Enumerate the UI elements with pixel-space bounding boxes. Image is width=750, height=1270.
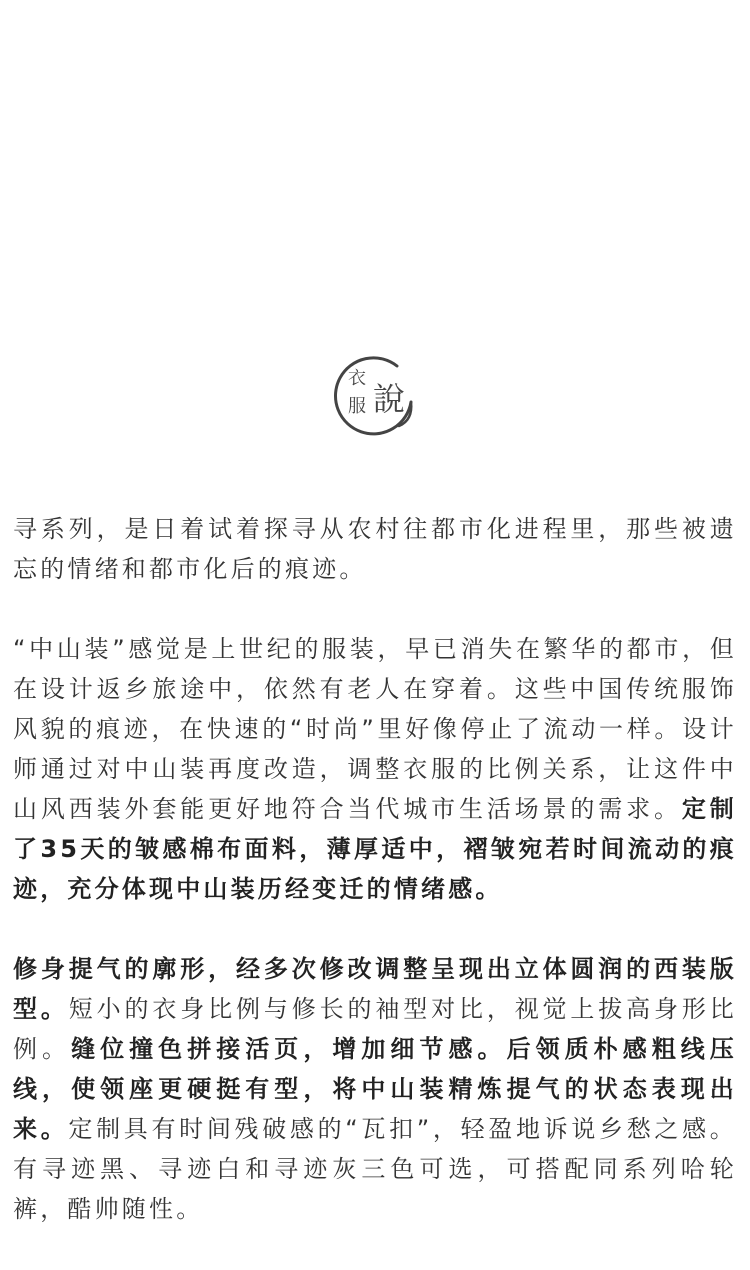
logo-text-bottom: 服 (348, 396, 366, 417)
yifu-shuo-logo-icon (333, 352, 419, 438)
paragraph (13, 509, 737, 589)
paragraph-text: “中山装”感觉是上世纪的服装，早已消失在繁华的都市，但在设计返乡旅途中，依然有老人在穿着。这些中国传统服饰风貌的痕迹，在快速的“时尚”里好像停止了流动一样。设计师通过对中山装再度改造，调整衣服的比例关系，让这件中山风西装外套能更好地符合当代城市生活场景的需求。 (13, 635, 737, 823)
paragraph-bold-text: 修身提气的廓形，经多次修改调整呈现出立体圆润的西装版型。 (13, 955, 737, 1023)
paragraph-bold-text: 定制了35天的皱感棉布面料，薄厚适中，褶皱宛若时间流动的痕迹，充分体现中山装历经变迁的情绪感。 (13, 795, 737, 903)
article-body (13, 509, 737, 1229)
paragraph (13, 629, 737, 909)
logo-text-top: 衣 (348, 368, 366, 389)
paragraph-text: 定制具有时间残破感的“瓦扣”，轻盈地诉说乡愁之感。有寻迹黑、寻迹白和寻迹灰三色可选，可搭配同系列哈轮裤，酷帅随性。 (13, 1115, 737, 1223)
paragraph-text: 寻系列，是日着试着探寻从农村往都市化进程里，那些被遗忘的情绪和都市化后的痕迹。 (13, 515, 737, 583)
paragraph (13, 949, 737, 1229)
paragraph-bold-text: 缝位撞色拼接活页，增加细节感。后领质朴感粗线压线，使领座更硬挺有型，将中山装精炼提气的状态表现出来。 (13, 1035, 737, 1143)
paragraph-text: 短小的衣身比例与修长的袖型对比，视觉上拔高身形比例。 (13, 995, 737, 1063)
logo-text-big: 說 (372, 380, 406, 418)
